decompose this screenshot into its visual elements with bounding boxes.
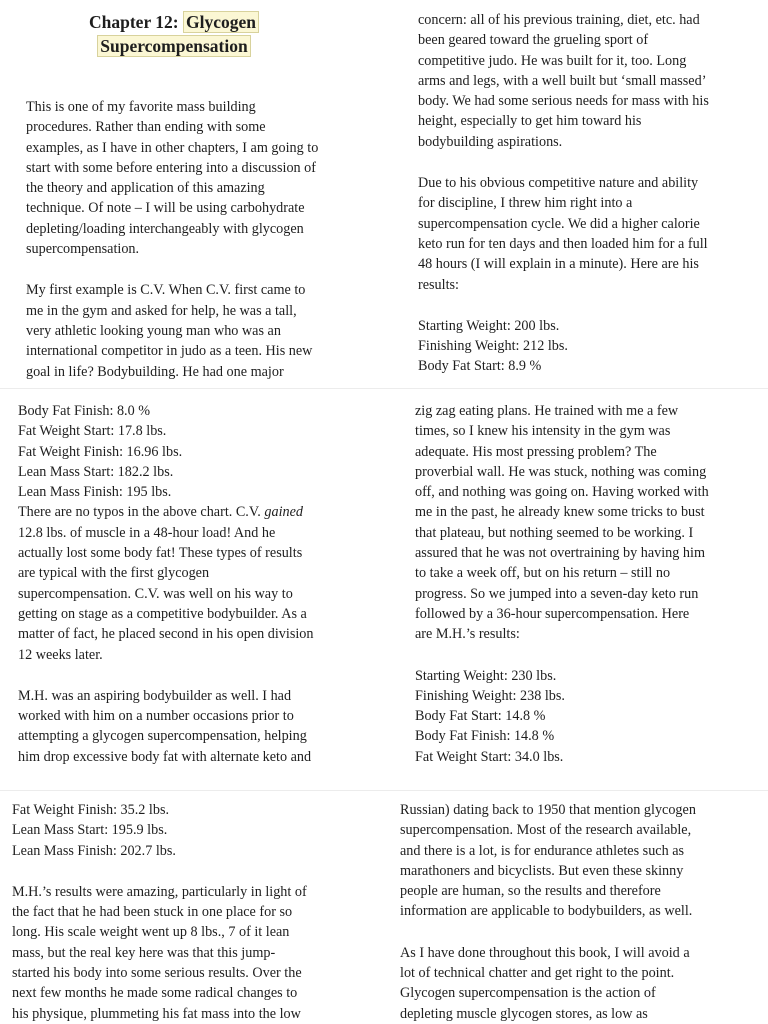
page-divider [0, 388, 768, 389]
paragraph [415, 666, 709, 767]
paragraph [26, 280, 318, 381]
text-line: matter of fact, he placed second in his open division [18, 626, 314, 643]
text-line: M.H. was an aspiring bodybuilder as well. I had [18, 687, 292, 704]
text-line: started his body into some serious results. Over the [12, 965, 302, 982]
text-line: international competitor in judo as a teen. His new [26, 343, 313, 360]
text-line: very athletic looking young man who was an [26, 322, 281, 339]
text-line: Lean Mass Start: 195.9 lbs. [12, 822, 168, 839]
page2-left-column [18, 401, 314, 767]
text-line: procedures. Rather than ending with some [26, 119, 266, 136]
text-line: This is one of my favorite mass building [26, 99, 256, 115]
text-line: that plateau, but nothing seemed to be working. I [415, 524, 694, 541]
text-line: him drop excessive body fat with alternate keto and [18, 748, 312, 765]
paragraph [12, 882, 307, 1024]
text-line: start with some before entering into a discussion of [26, 159, 316, 176]
text-line: Starting Weight: 200 lbs. [418, 317, 560, 334]
page2-right-column [415, 401, 709, 767]
text-line: people are human, so the results and therefore [400, 883, 661, 900]
text-line: 12 weeks later. [18, 646, 103, 663]
text-line: depleting muscle glycogen stores, as low as [400, 1005, 648, 1022]
paragraph-gap [418, 152, 709, 173]
text-line: height, especially to get him toward his [418, 113, 642, 130]
text-line: concern: all of his previous training, diet, etc. had [418, 12, 700, 28]
paragraph-gap [26, 259, 318, 280]
text-line: zig zag eating plans. He trained with me a few [415, 403, 679, 419]
chapter-title-line-2 [60, 34, 288, 58]
text-line: worked with him on a number occasions prior to [18, 708, 294, 725]
text-line: are typical with the first glycogen [18, 565, 210, 582]
text-line: examples, as I have in other chapters, I am going to [26, 139, 319, 156]
text-line: Glycogen supercompensation is the action of [400, 985, 656, 1002]
text-line: Fat Weight Start: 17.8 lbs. [18, 423, 167, 440]
text-line: Russian) dating back to 1950 that mention glycogen [400, 802, 696, 818]
text-line: technique. Of note – I will be using carbohydrate [26, 200, 305, 217]
text-line: times, so I knew his intensity in the gym was [415, 423, 671, 440]
text-line: Fat Weight Finish: 35.2 lbs. [12, 802, 170, 818]
paragraph-gap [400, 922, 696, 943]
paragraph-gap [418, 295, 709, 316]
text-line: and there is a lot, is for endurance athletes such as [400, 842, 685, 859]
text-line: Body Fat Start: 14.8 % [415, 708, 546, 725]
text-line: 12.8 lbs. of muscle in a 48-hour load! And he [18, 524, 276, 541]
paragraph [400, 943, 696, 1024]
text-line: Body Fat Finish: 14.8 % [415, 728, 555, 745]
text-line: 48 hours (I will explain in a minute). Here are his [418, 256, 699, 273]
text-line: adequate. His most pressing problem? The [415, 443, 657, 460]
text-line: Lean Mass Start: 182.2 lbs. [18, 463, 174, 480]
paragraph [18, 401, 314, 665]
text-line: competitive judo. He was built for it, too. Long [418, 52, 687, 69]
chapter-label: Chapter 12: [89, 12, 183, 32]
text-line: assured that he was not overtraining by having him [415, 545, 705, 562]
paragraph-gap [18, 665, 314, 686]
text-line: arms and legs, with a well built but ‘small massed’ [418, 72, 707, 89]
text-line: progress. So we jumped into a seven-day keto run [415, 585, 699, 602]
text-line: results: [418, 276, 459, 293]
text-line: proverbial wall. He was stuck, nothing was coming [415, 463, 707, 480]
text-line: long. His scale weight went up 8 lbs., 7 of it lean [12, 924, 290, 941]
text-line: Body Fat Finish: 8.0 % [18, 403, 151, 419]
text-line: supercompensation. Most of the research available, [400, 822, 692, 839]
paragraph [18, 686, 314, 767]
paragraph [418, 316, 709, 377]
text-line: Body Fat Start: 8.9 % [418, 358, 542, 375]
text-line: depleting/loading interchangeably with glycogen [26, 220, 304, 237]
text-line: for discipline, I threw him right into a [418, 195, 633, 212]
text-line: attempting a glycogen supercompensation, helping [18, 728, 307, 745]
text-line: M.H.’s results were amazing, particularly in light of [12, 883, 307, 900]
text-line: next few months he made some radical changes to [12, 985, 298, 1002]
text-line: his physique, plummeting his fat mass into the low [12, 1005, 301, 1022]
text-line: goal in life? Bodybuilding. He had one major [26, 363, 284, 380]
highlighted-word: Glycogen [183, 11, 259, 33]
paragraph [418, 10, 709, 152]
text-line: marathoners and bicyclists. But even these skinny [400, 862, 684, 879]
text-line: to take a week off, but on his return – still no [415, 565, 671, 582]
text-line: supercompensation. [26, 241, 140, 258]
text-line: Fat Weight Start: 34.0 lbs. [415, 748, 564, 765]
text-line: Starting Weight: 230 lbs. [415, 667, 557, 684]
text-line: actually lost some body fat! These types of results [18, 545, 303, 562]
paragraph [418, 173, 709, 295]
paragraph-gap [415, 645, 709, 666]
emphasized-word: gained [264, 504, 303, 521]
text-line: the theory and application of this amazing [26, 180, 265, 197]
chapter-title-line-1 [60, 10, 288, 34]
text-line: are M.H.’s results: [415, 626, 520, 643]
text-line: Due to his obvious competitive nature and ability [418, 175, 699, 192]
chapter-title [60, 10, 288, 58]
text-line: lot of technical chatter and get right to the point. [400, 965, 675, 982]
page1-right-column [418, 10, 709, 377]
text-line: bodybuilding aspirations. [418, 133, 563, 150]
page-divider [0, 790, 768, 791]
text-line: keto run for ten days and then loaded him for a full [418, 235, 708, 252]
page3-right-column [400, 800, 696, 1024]
paragraph [12, 800, 307, 861]
text-line: me in the gym and asked for help, he was a tall, [26, 302, 297, 319]
page3-left-column [12, 800, 307, 1024]
text-line: Finishing Weight: 212 lbs. [418, 338, 568, 355]
paragraph [26, 97, 318, 259]
text-line: off, and nothing was going on. Having worked with [415, 484, 709, 501]
text-line: Finishing Weight: 238 lbs. [415, 687, 565, 704]
text-line: body. We had some serious needs for mass with his [418, 93, 709, 110]
highlighted-word: Supercompensation [97, 35, 250, 57]
text-line: information are applicable to bodybuilders, as well. [400, 903, 693, 920]
text-line: Lean Mass Finish: 202.7 lbs. [12, 842, 176, 859]
text-line: Lean Mass Finish: 195 lbs. [18, 484, 172, 501]
text-line: My first example is C.V. When C.V. first came to [26, 282, 306, 299]
text-line: me in the past, he already knew some tricks to bust [415, 504, 705, 521]
paragraph [400, 800, 696, 922]
text-line: followed by a 36-hour supercompensation. Here [415, 605, 690, 622]
text-line: been geared toward the grueling sport of [418, 32, 649, 49]
paragraph-gap [12, 861, 307, 882]
text-line: mass, but the real key here was that this jump- [12, 944, 276, 961]
text-line: supercompensation cycle. We did a higher calorie [418, 215, 700, 232]
text-line: getting on stage as a competitive bodybuilder. As a [18, 605, 307, 622]
text-line: As I have done throughout this book, I will avoid a [400, 944, 690, 961]
page1-left-column [26, 97, 318, 382]
text-line: the fact that he had been stuck in one place for so [12, 904, 293, 921]
text-line: Fat Weight Finish: 16.96 lbs. [18, 443, 183, 460]
text-line: There are no typos in the above chart. C.V. gained [18, 504, 303, 521]
paragraph [415, 401, 709, 645]
text-line: supercompensation. C.V. was well on his way to [18, 585, 293, 602]
